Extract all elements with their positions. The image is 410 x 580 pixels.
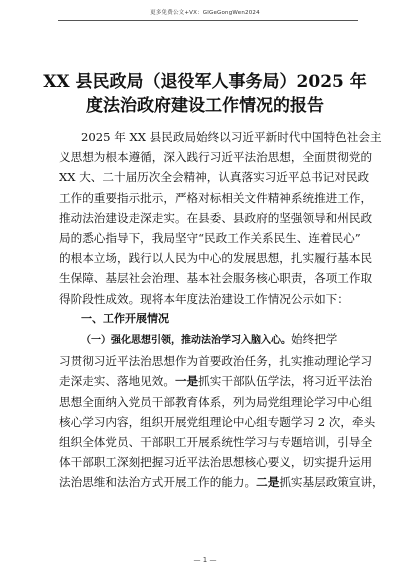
paragraph-line: 得阶段性成效。现将本年度法治建设工作情况公示如下： (59, 291, 349, 306)
paragraph-line: 习贯彻习近平法治思想作为首要政治任务，扎实推动理论学习 (59, 354, 373, 369)
document-body (59, 127, 384, 493)
paragraph-segment: 抓实基层政策宣讲， (279, 475, 384, 490)
paragraph-line-with-marker (59, 371, 373, 391)
section-heading: 一、工作开展情况 (81, 311, 169, 325)
paragraph-segment: 抓实干部队伍学法，将习近平法治 (198, 374, 373, 389)
paragraph-segment: 走深走实、落地见效。 (59, 374, 175, 389)
paragraph-line: 核心学习内容，组织开展党组理论中心组专题学习 2 次，牵头 (59, 414, 376, 429)
paragraph-line: 2025 年 XX 县民政局始终以习近平新时代中国特色社会主 (81, 130, 382, 144)
paragraph-line: 局的悉心指导下，我局坚守“民政工作关系民生、连着民心” (59, 231, 361, 246)
header-divider (58, 20, 358, 21)
title-line-1: XX 县民政局（退役军人事务局）2025 年 (43, 72, 367, 92)
paragraph-line: 组织全体党员、干部职工开展系统性学习与专题培训，引导全 (59, 435, 373, 450)
subsection-lead: （一）强化思想引领，推动法治学习入脑入心。 (81, 335, 291, 347)
title-line-2: 度法治政府建设工作情况的报告 (86, 96, 324, 116)
paragraph-line: 体干部职工深刻把握习近平法治思想核心要义，切实提升运用 (59, 455, 373, 470)
paragraph-line: 工作的重要指示批示，严格对标相关文件精神系统推进工作， (59, 190, 373, 205)
paragraph-line: 生保障、基层社会治理、基本社会服务核心职责，各项工作取 (59, 271, 373, 286)
paragraph-segment: 法治思维和法治方式开展工作的能力。 (59, 475, 257, 490)
paragraph-line: 义思想为根本遵循，深入践行习近平法治思想，全面贯彻党的 (59, 150, 373, 165)
document-title (40, 70, 370, 118)
subsection-lead-rest: 始终把学 (291, 332, 338, 347)
paragraph-line: 的根本立场，践行以人民为中心的发展思想，扎实履行基本民 (59, 251, 373, 266)
page-number: — 1 — (193, 556, 217, 564)
paragraph-line: 思想全面纳入党员干部教育体系，列为局党组理论学习中心组 (59, 394, 373, 409)
header-note: 更多免费公文+VX：GlGeGongWen2024 (150, 10, 260, 16)
subsection-first-line (59, 329, 355, 351)
list-marker: 一是 (174, 374, 199, 389)
paragraph-line-with-marker (59, 472, 384, 492)
paragraph-line: XX 大、二十届历次全会精神，认真落实习近平总书记对民政 (59, 170, 370, 185)
paragraph-line: 推动法治建设走深走实。在县委、县政府的坚强领导和州民政 (59, 210, 373, 225)
list-marker: 二是 (256, 475, 280, 490)
